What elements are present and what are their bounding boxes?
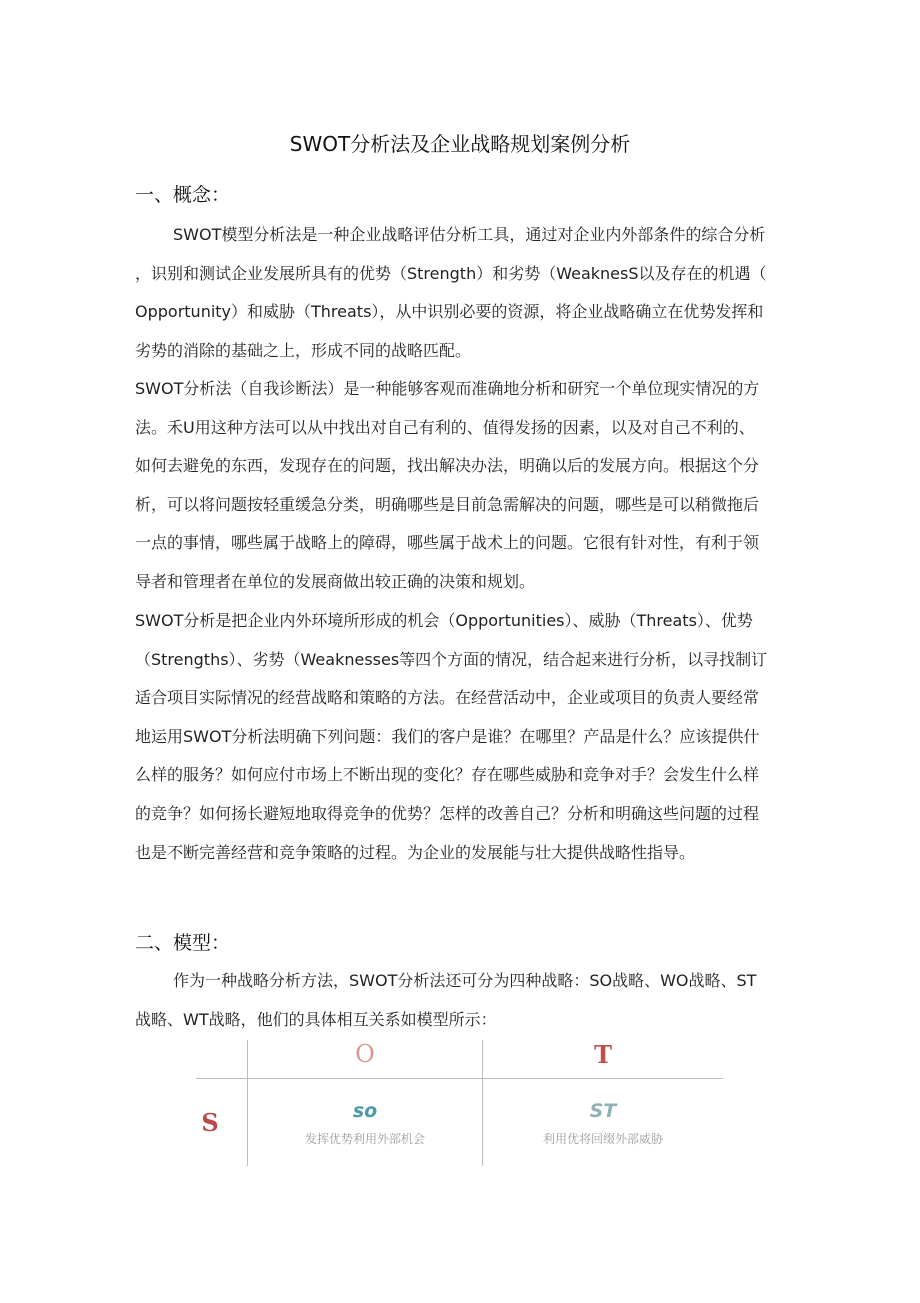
- text-line: SWOT模型分析法是一种企业战略评估分析工具，通过对企业内外部条件的综合分析: [173, 225, 766, 244]
- header-opportunity-letter: O: [355, 1040, 375, 1068]
- so-strategy-description: 发挥优势利用外部机会: [304, 1132, 425, 1146]
- st-strategy-description: 利用优将回缀外部威胁: [542, 1132, 663, 1146]
- header-threat-letter: T: [594, 1040, 612, 1069]
- concept-paragraph-1: [135, 216, 785, 370]
- table-divider-horizontal: [196, 1078, 723, 1079]
- text-line: Opportunity）和威胁（Threats），从中识别必要的资源，将企业战略确立在优势发挥和: [135, 302, 764, 322]
- text-line: 适合项目实际情况的经营战略和策略的方法。在经营活动中，企业或项目的负责人要经常: [135, 688, 760, 708]
- text-line: 法。禾U用这种方法可以从中找出对自己有利的、值得发扬的因素，以及对自己不利的、: [135, 417, 755, 437]
- text-line: 析，可以将问题按轻重缓急分类，明确哪些是目前急需解决的问题，哪些是可以稍微拖后: [135, 494, 760, 514]
- text-line: 战略、WT战略，他们的具体相互关系如模型所示：: [135, 1009, 497, 1029]
- text-line: 作为一种战略分析方法，SWOT分析法还可分为四种战略：SO战略、WO战略、ST: [173, 971, 757, 990]
- text-line: 也是不断完善经营和竞争策略的过程。为企业的发展能与壮大提供战略性指导。: [135, 842, 696, 862]
- text-line: 的竞争？如何扬长避短地取得竞争的优势？怎样的改善自己？分析和明确这些问题的过程: [135, 803, 760, 823]
- section-heading-concept: 一、概念：: [135, 184, 231, 206]
- text-line: 么样的服务？如何应付市场上不断出现的变化？存在哪些威胁和竞争对手？会发生什么样: [135, 765, 760, 785]
- section-heading-model: 二、模型：: [135, 932, 231, 954]
- text-line: 如何去避免的东西，发现存在的问题，找出解决办法，明确以后的发展方向。根据这个分: [135, 456, 760, 476]
- text-line: SWOT分析法（自我诊断法）是一种能够客观而准确地分析和研究一个单位现实情况的方: [135, 379, 760, 398]
- text-line: ，识别和测试企业发展所具有的优势（Strength）和劣势（WeaknesS以及存在的机遇（: [135, 263, 767, 283]
- st-strategy-code: ST: [589, 1100, 617, 1122]
- text-line: 劣势的消除的基础之上，形成不同的战略匹配。: [135, 340, 472, 360]
- concept-paragraph-2: [135, 370, 785, 602]
- so-strategy-code: so: [352, 1100, 378, 1122]
- text-line: SWOT分析是把企业内外环境所形成的机会（Opportunities）、威胁（Threats）、优势: [135, 611, 753, 630]
- page-title: SWOT分析法及企业战略规划案例分析: [289, 132, 631, 156]
- text-line: 一点的事情，哪些属于战略上的障碍，哪些属于战术上的问题。它很有针对性，有利于领: [135, 533, 760, 553]
- concept-paragraph-3: [135, 602, 785, 872]
- text-line: 地运用SWOT分析法明确下列问题：我们的客户是谁？在哪里？产品是什么？应该提供什: [135, 726, 760, 746]
- text-line: （Strengths）、劣势（Weaknesses等四个方面的情况，结合起来进行分析，以寻找制订: [135, 649, 768, 669]
- header-strength-letter: S: [201, 1108, 219, 1137]
- text-line: 导者和管理者在单位的发展商做出较正确的决策和规划。: [135, 571, 536, 591]
- model-paragraph: [135, 962, 785, 1039]
